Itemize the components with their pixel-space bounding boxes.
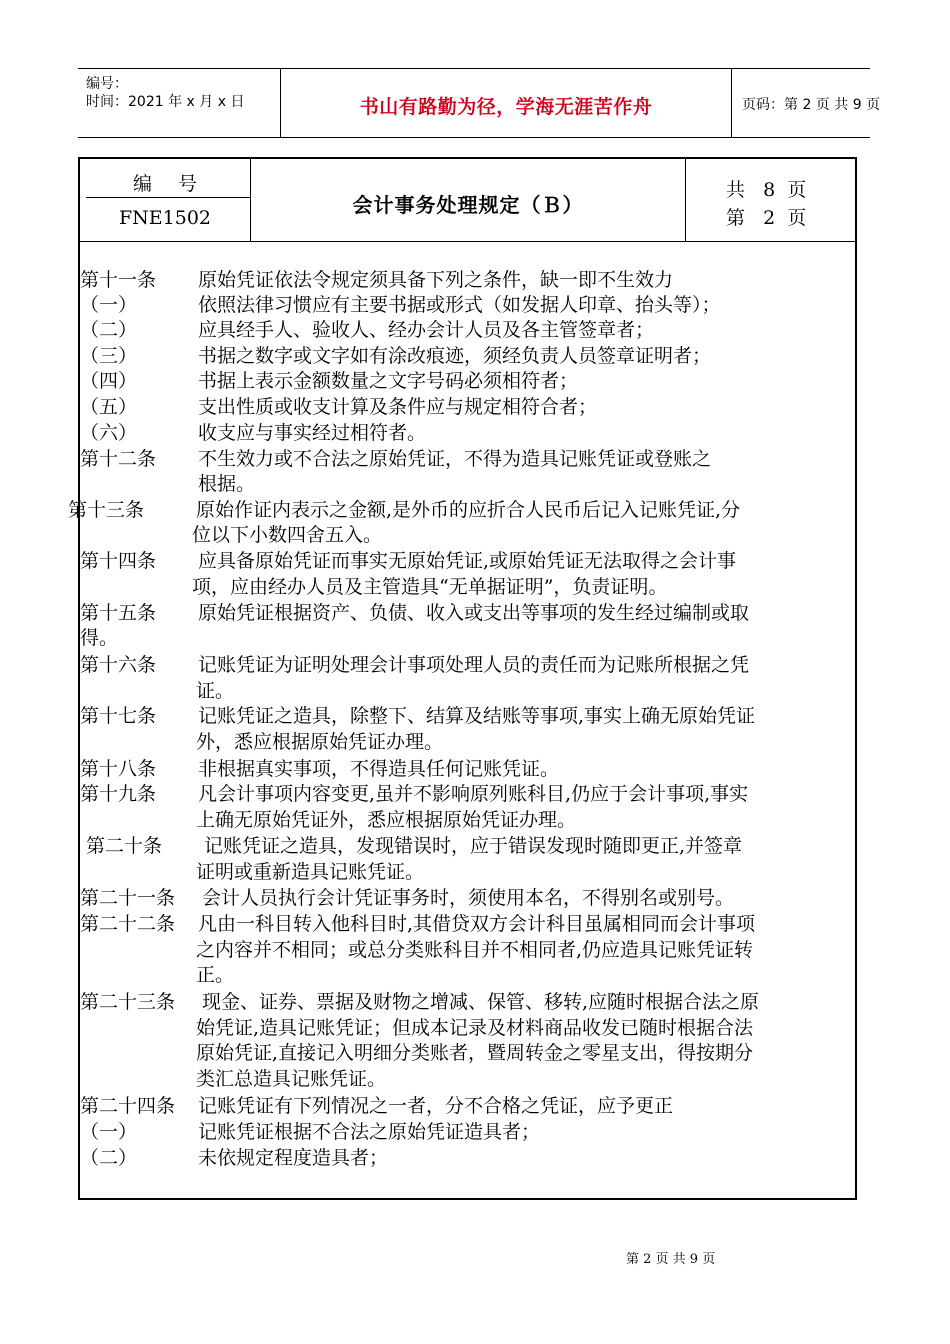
clause-text: 记账凭证根据不合法之原始凭证造具者； [198, 1121, 541, 1143]
clause-label: 第十五条 [80, 602, 157, 624]
header-page-cell [732, 69, 881, 137]
header-motto-cell [281, 69, 732, 137]
clause-text: 原始凭证依法令规定须具备下列之条件，缺一即不生效力 [198, 269, 674, 291]
motto: 书山有路勤为径，学海无涯苦作舟 [359, 96, 653, 118]
clause-text: 书据上表示金额数量之文字号码必须相符者； [198, 370, 579, 392]
doc-number-label: 编号 [132, 173, 223, 195]
clause-text: 原始凭证根据资产、负债、收入或支出等事项的发生经过编制或取 [198, 602, 750, 624]
doc-title-cell [251, 159, 686, 241]
clause-label: 第二十三条 [80, 991, 176, 1013]
clause-text: 得。 [80, 627, 119, 649]
clause-text: 原始凭证,直接记入明细分类账者，暨周转金之零星支出，得按期分 [196, 1042, 754, 1064]
clause-label: 第十六条 [80, 654, 157, 676]
clause-label: （五） [80, 396, 138, 418]
clause-text: 依照法律习惯应有主要书据或形式（如发据人印章、抬头等）； [198, 294, 721, 316]
clause-text: 始凭证,造具记账凭证；但成本记录及材料商品收发已随时根据合法 [196, 1017, 754, 1039]
clause-label: 第十三条 [68, 499, 145, 521]
clause-text: 正。 [196, 964, 235, 986]
clause-text: 凡会计事项内容变更,虽并不影响原列账科目,仍应于会计事项,事实 [198, 783, 749, 805]
header-left-cell [78, 69, 281, 137]
clause-text: 项，应由经办人员及主管造具“无单据证明”，负责证明。 [192, 576, 668, 598]
clause-text: 记账凭证有下列情况之一者，分不合格之凭证，应予更正 [198, 1095, 674, 1117]
clause-label: （三） [80, 345, 138, 367]
document-title-row [80, 159, 855, 242]
clause-text: 不生效力或不合法之原始凭证，不得为造具记账凭证或登账之 [198, 448, 712, 470]
clause-text: 证。 [196, 680, 235, 702]
clause-text: 证明或重新造具记账凭证。 [196, 861, 425, 883]
clause-text: 收支应与事实经过相符者。 [198, 422, 427, 444]
clause-text: 原始作证内表示之金额,是外币的应折合人民币后记入记账凭证,分 [196, 499, 741, 521]
page-footer: 第 2 页 共 9 页 [626, 1252, 716, 1267]
clause-label: 第二十条 [86, 835, 163, 857]
time-label: 时间：2021 年 x 月 x 日 [86, 94, 245, 110]
clause-text: 记账凭证之造具，除整下、结算及结账等事项,事实上确无原始凭证 [198, 705, 756, 727]
page-info: 页码：第 2 页 共 9 页 [742, 97, 881, 113]
clause-text: 书据之数字或文字如有涂改痕迹，须经负责人员签章证明者； [198, 345, 712, 367]
clause-text: 非根据真实事项，不得造具任何记账凭证。 [198, 758, 560, 780]
clause-text: 根据。 [198, 473, 256, 495]
clause-label: （一） [80, 294, 138, 316]
clause-label: 第十七条 [80, 705, 157, 727]
clause-label: （六） [80, 422, 138, 444]
clause-label: （二） [80, 319, 138, 341]
clause-text: 上确无原始凭证外，悉应根据原始凭证办理。 [196, 809, 577, 831]
clause-label: 第二十一条 [80, 887, 176, 909]
clause-label: 第十八条 [80, 758, 157, 780]
clause-label: （四） [80, 370, 138, 392]
doc-total-pages: 共 8 页 [726, 179, 807, 201]
number-label: 编号： [86, 76, 128, 92]
doc-current-page: 第 2 页 [726, 207, 807, 229]
clause-label: 第十四条 [80, 550, 157, 572]
clause-label: 第十二条 [80, 448, 157, 470]
clause-label: 第十九条 [80, 783, 157, 805]
doc-number-divider [86, 197, 250, 198]
doc-number-value: FNE1502 [118, 207, 212, 229]
clause-label: （二） [80, 1147, 138, 1169]
clause-text: 支出性质或收支计算及条件应与规定相符合者； [198, 396, 598, 418]
doc-title: 会计事务处理规定（Ｂ） [352, 193, 584, 217]
clause-text: 未依规定程度造具者； [198, 1147, 389, 1169]
clause-text: 记账凭证为证明处理会计事项处理人员的责任而为记账所根据之凭 [198, 654, 750, 676]
doc-pages-cell [686, 159, 855, 241]
clause-label: 第十一条 [80, 269, 157, 291]
clause-text: 应具备原始凭证而事实无原始凭证,或原始凭证无法取得之会计事 [198, 550, 737, 572]
running-header [78, 68, 881, 138]
clause-label: （一） [80, 1121, 138, 1143]
clause-text: 类汇总造具记账凭证。 [196, 1068, 387, 1090]
clause-label: 第二十二条 [80, 913, 176, 935]
clause-label: 第二十四条 [80, 1095, 176, 1117]
clause-text: 凡由一科目转入他科目时,其借贷双方会计科目虽属相同而会计事项 [198, 913, 756, 935]
clause-text: 会计人员执行会计凭证事务时，须使用本名，不得别名或别号。 [202, 887, 735, 909]
doc-number-cell [80, 159, 251, 241]
clause-text: 之内容并不相同；或总分类账科目并不相同者,仍应造具记账凭证转 [196, 939, 754, 961]
clause-text: 应具经手人、验收人、经办会计人员及各主管签章者； [198, 319, 655, 341]
clause-text: 位以下小数四舍五入。 [192, 524, 383, 546]
clause-text: 记账凭证之造具，发现错误时，应于错误发现时随即更正,并签章 [204, 835, 743, 857]
clause-text: 外，悉应根据原始凭证办理。 [196, 731, 444, 753]
clause-text: 现金、证券、票据及财物之增减、保管、移转,应随时根据合法之原 [202, 991, 760, 1013]
